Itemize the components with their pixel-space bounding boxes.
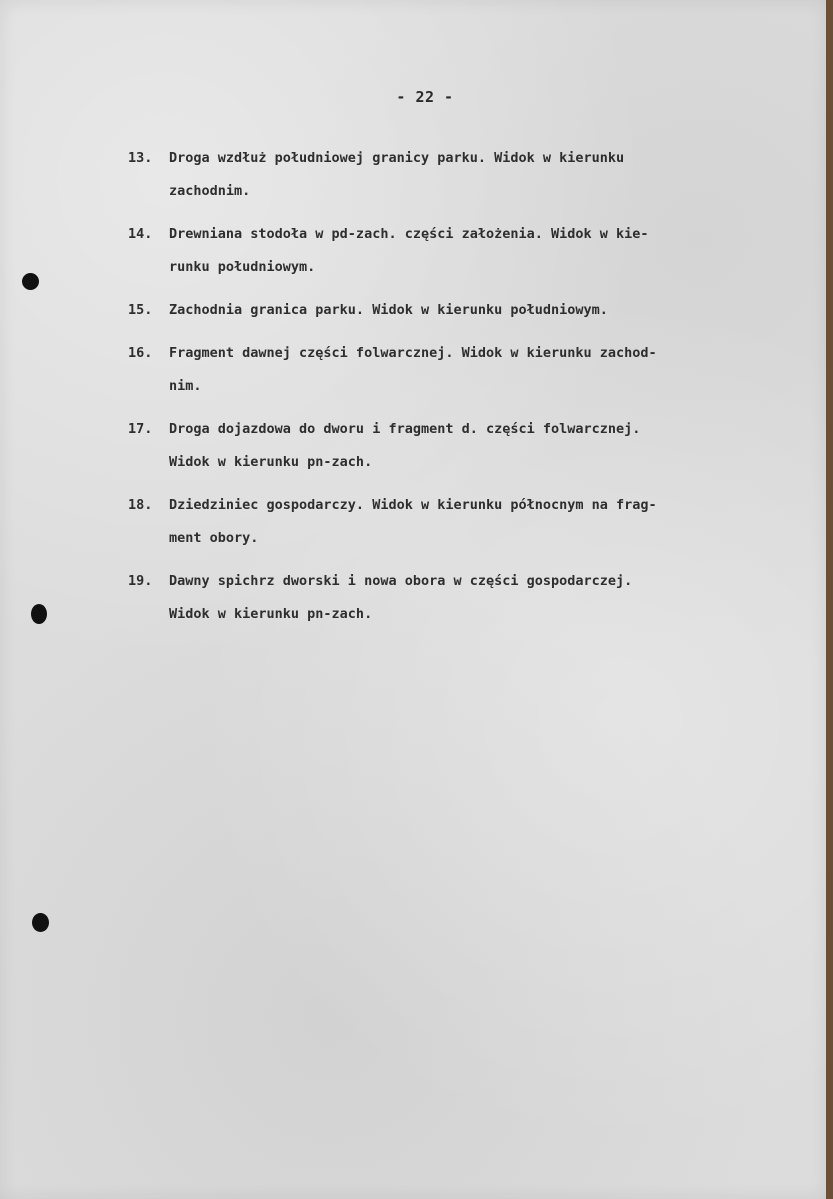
entry-line: Droga wzdłuż południowej granicy parku. Widok w kierunku <box>169 150 625 166</box>
entry-number: 16. <box>128 345 153 361</box>
entry-line: nim. <box>169 378 202 394</box>
entry-line: zachodnim. <box>169 183 251 199</box>
entry-line: runku południowym. <box>169 259 316 275</box>
entry-line: Dawny spichrz dworski i nowa obora w części gospodarczej. <box>169 573 633 589</box>
list-item <box>0 413 826 479</box>
list-item <box>0 294 826 327</box>
entry-line: Zachodnia granica parku. Widok w kierunku południowym. <box>169 302 608 318</box>
entry-text <box>169 142 826 208</box>
entry-line: Droga dojazdowa do dworu i fragment d. części folwarcznej. <box>169 421 641 437</box>
entry-line: Drewniana stodoła w pd-zach. części założenia. Widok w kie- <box>169 226 649 242</box>
list-item <box>0 337 826 403</box>
list-item <box>0 565 826 631</box>
entry-line: Fragment dawnej części folwarcznej. Widok w kierunku zachod- <box>169 345 657 361</box>
entry-number: 13. <box>128 150 153 166</box>
page-number: - 22 - <box>396 88 454 106</box>
entry-text <box>169 218 826 284</box>
entry-text <box>169 337 826 403</box>
entry-number: 18. <box>128 497 153 513</box>
entry-line: Widok w kierunku pn-zach. <box>169 454 373 470</box>
punch-hole-3 <box>32 913 49 932</box>
entry-number: 17. <box>128 421 153 437</box>
list-item <box>0 218 826 284</box>
entry-line: Widok w kierunku pn-zach. <box>169 606 373 622</box>
entry-number: 19. <box>128 573 153 589</box>
list-item <box>0 142 826 208</box>
entry-line: Dziedziniec gospodarczy. Widok w kierunku północnym na frag- <box>169 497 657 513</box>
entry-text <box>169 413 826 479</box>
caption-list <box>0 142 826 641</box>
list-item <box>0 489 826 555</box>
entry-text <box>169 565 826 631</box>
page-edge <box>826 0 833 1199</box>
entry-text <box>169 489 826 555</box>
entry-text <box>169 294 826 327</box>
entry-number: 14. <box>128 226 153 242</box>
entry-line: ment obory. <box>169 530 259 546</box>
entry-number: 15. <box>128 302 153 318</box>
